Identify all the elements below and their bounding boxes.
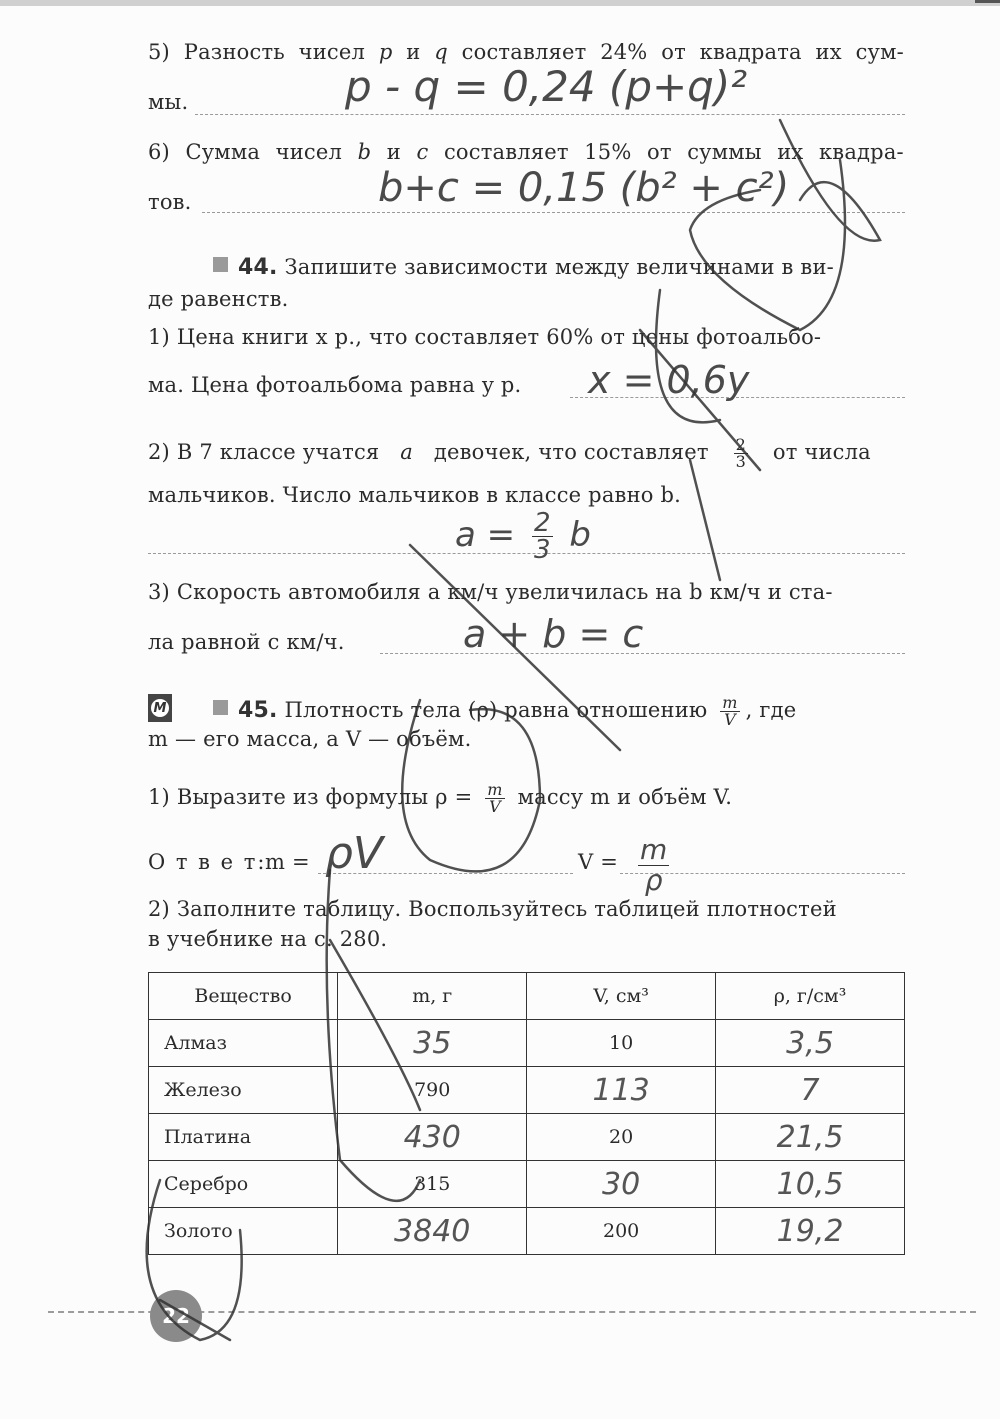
task-marker-icon: [213, 700, 228, 715]
cell-mass: 790: [338, 1067, 527, 1114]
badge-letter: М: [151, 699, 169, 717]
word: Сумма: [185, 140, 261, 164]
word: их: [815, 40, 842, 64]
header-mass: m, г: [338, 973, 527, 1020]
cell-volume: 200: [527, 1208, 716, 1255]
denominator: 3: [735, 452, 746, 471]
text: 1) Выразите из формулы ρ =: [148, 785, 473, 809]
cell-volume: 20: [527, 1114, 716, 1161]
task44-item1-line2: ма. Цена фотоальбома равна y р.: [148, 373, 522, 397]
task44-item3-line2: ла равной c км/ч.: [148, 630, 345, 654]
task45-line2: m — его масса, а V — объём.: [148, 727, 472, 751]
var-a: a: [400, 440, 413, 464]
numerator: 2: [533, 508, 551, 538]
task-marker-icon: [213, 257, 228, 272]
text: , где: [745, 698, 797, 722]
task-title: Запишите зависимости между величинами в ви-: [284, 255, 834, 279]
word: 15%: [584, 140, 632, 164]
text: массу m и объём V.: [517, 785, 733, 809]
m-badge-icon: [148, 694, 172, 722]
answer-line: [202, 212, 905, 213]
handwritten-answer-m: ρV: [325, 828, 384, 879]
fraction: [485, 782, 504, 815]
word: квадрата: [699, 40, 802, 64]
word: от: [647, 140, 672, 164]
fraction: [734, 437, 748, 470]
text: от числа: [772, 440, 871, 464]
cell-density: 10,5: [716, 1161, 905, 1208]
task45-header: [213, 695, 796, 728]
task44-item2-line2: мальчиков. Число мальчиков в классе равно b.: [148, 483, 682, 507]
task44-header: [213, 255, 834, 280]
item-num: 5): [148, 40, 170, 64]
table-row: [149, 1067, 905, 1114]
table-row: [149, 1114, 905, 1161]
task44-item1-line1: 1) Цена книги x р., что составляет 60% от цены фотоальбо-: [148, 325, 822, 349]
task44-item2-line1: [148, 437, 871, 470]
var-c: c: [416, 140, 429, 164]
denominator: V: [489, 797, 501, 816]
handwritten-answer-5: p - q = 0,24 (p+q)²: [345, 62, 748, 111]
m-label: m =: [265, 850, 310, 874]
task43-item5-line1: [148, 40, 904, 64]
task43-item6-line2: тов.: [148, 190, 192, 214]
task43-item5-line2: мы.: [148, 90, 189, 114]
cell-mass: 35: [338, 1020, 527, 1067]
handwritten-answer-6: b+c = 0,15 (b² + c²): [378, 165, 790, 211]
header-density: ρ, г/см³: [716, 973, 905, 1020]
page-number-badge: 22: [150, 1290, 202, 1342]
word: составляет: [461, 40, 587, 64]
cell-mass: 430: [338, 1114, 527, 1161]
fraction: [720, 695, 739, 728]
denominator: 3: [533, 535, 551, 565]
text: Плотность тела (ρ) равна отношению: [284, 698, 708, 722]
cell-substance: Серебро: [149, 1161, 338, 1208]
handwritten-answer-44-1: x = 0,6y: [588, 358, 750, 402]
cell-volume: 113: [527, 1067, 716, 1114]
v-label: V =: [578, 850, 619, 874]
cell-density: 7: [716, 1067, 905, 1114]
task45-item2-line1: 2) Заполните таблицу. Воспользуйтесь таблицей плотностей: [148, 897, 837, 921]
cell-volume: 10: [527, 1020, 716, 1067]
word: суммы: [687, 140, 762, 164]
density-table: [148, 972, 905, 1255]
handwritten-answer-v: [632, 835, 675, 896]
hw-part: a =: [455, 515, 516, 555]
task44-title-line2: де равенств.: [148, 287, 289, 311]
handwritten-answer-44-2: [455, 510, 591, 563]
cell-density: 19,2: [716, 1208, 905, 1255]
cell-density: 21,5: [716, 1114, 905, 1161]
word: чисел: [298, 40, 366, 64]
word: их: [777, 140, 804, 164]
task43-item6-line1: [148, 140, 904, 164]
text: 2) В 7 классе учатся: [148, 440, 380, 464]
word: чисел: [275, 140, 343, 164]
task-number: 44.: [238, 255, 278, 280]
table-row: [149, 1161, 905, 1208]
cell-substance: Золото: [149, 1208, 338, 1255]
word: составляет: [443, 140, 569, 164]
cell-substance: Алмаз: [149, 1020, 338, 1067]
item-num: 6): [148, 140, 170, 164]
header-volume: V, см³: [527, 973, 716, 1020]
task45-item2-line2: в учебнике на с. 280.: [148, 927, 388, 951]
cell-mass: 315: [338, 1161, 527, 1208]
word: Разность: [183, 40, 285, 64]
hw-fraction: [638, 835, 669, 896]
cell-mass: 3840: [338, 1208, 527, 1255]
cell-substance: Железо: [149, 1067, 338, 1114]
denominator: V: [724, 710, 736, 729]
scan-edge-dark: [975, 0, 1000, 3]
numerator: 2: [735, 435, 746, 454]
cell-density: 3,5: [716, 1020, 905, 1067]
table-row: [149, 1020, 905, 1067]
word: сум-: [855, 40, 904, 64]
task-number: 45.: [238, 698, 278, 723]
table-row: [149, 1208, 905, 1255]
word: от: [661, 40, 686, 64]
hw-part: b: [569, 515, 591, 555]
cell-substance: Платина: [149, 1114, 338, 1161]
task45-item1: [148, 782, 732, 815]
table-header-row: [149, 973, 905, 1020]
answer-label: О т в е т:: [148, 850, 267, 874]
numerator: m: [640, 833, 668, 866]
scan-edge: [0, 0, 1000, 6]
word: и: [386, 140, 401, 164]
hw-fraction: [532, 510, 553, 563]
word: 24%: [600, 40, 648, 64]
var-q: q: [434, 40, 448, 64]
task44-item3-line1: 3) Скорость автомобиля a км/ч увеличилась на b км/ч и ста-: [148, 580, 833, 604]
text: девочек, что составляет: [433, 440, 709, 464]
numerator: m: [487, 780, 503, 799]
var-p: p: [378, 40, 393, 64]
var-b: b: [357, 140, 372, 164]
denominator: ρ: [644, 864, 663, 897]
cell-volume: 30: [527, 1161, 716, 1208]
numerator: m: [722, 693, 738, 712]
word: и: [406, 40, 421, 64]
word: квадра-: [818, 140, 904, 164]
header-substance: Вещество: [149, 973, 338, 1020]
handwritten-answer-44-3: a + b = c: [463, 612, 644, 656]
answer-line: [195, 114, 905, 115]
